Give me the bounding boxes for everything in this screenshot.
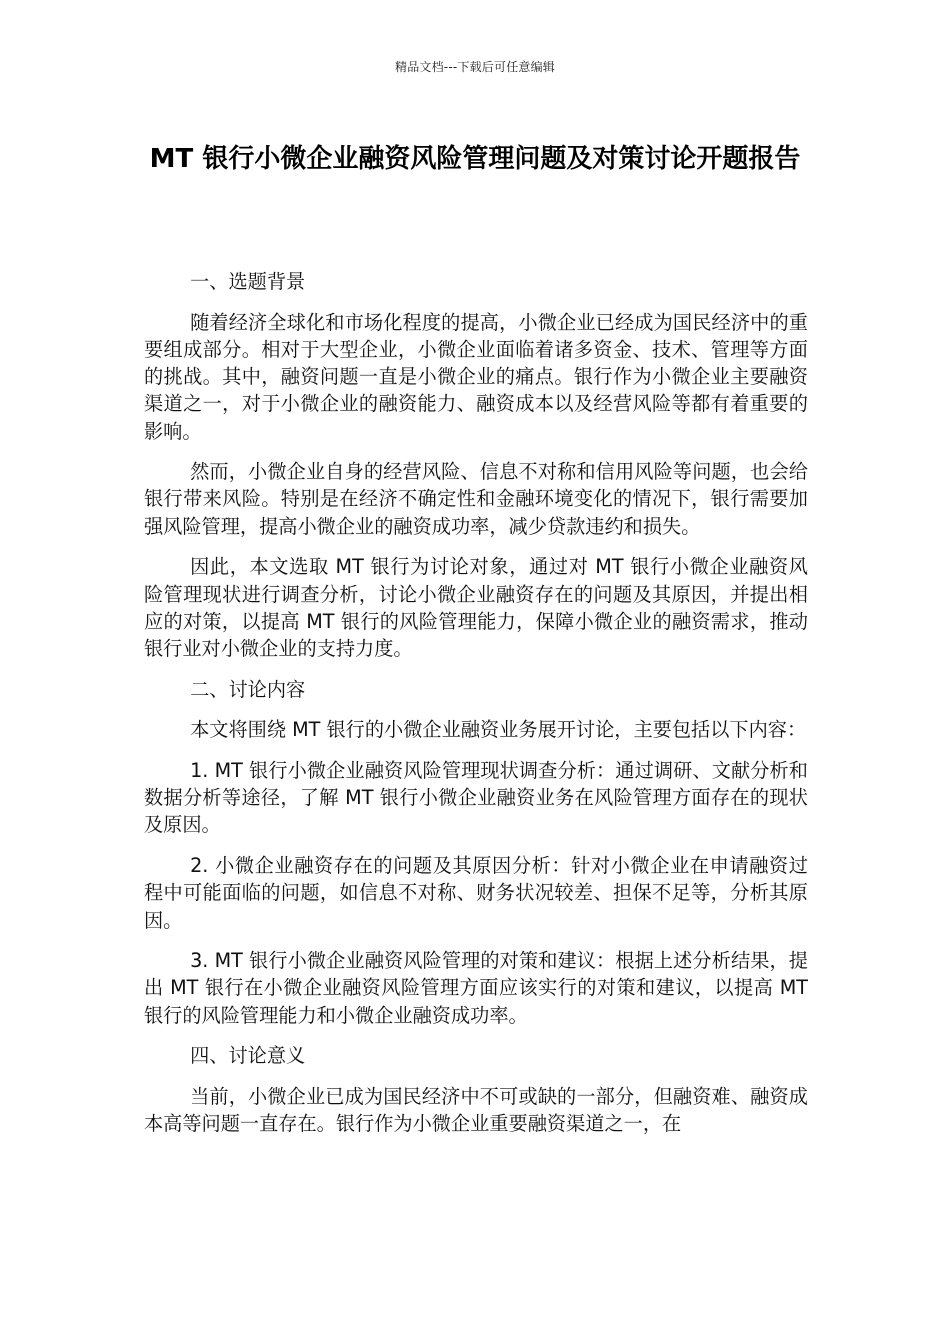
list-item-content-1: 1. MT 银行小微企业融资风险管理现状调查分析：通过调研、文献分析和数据分析等途径，了解 MT 银行小微企业融资业务在风险管理方面存在的现状及原因。	[144, 759, 808, 837]
list-item-content-2: 2. 小微企业融资存在的问题及其原因分析：针对小微企业在申请融资过程中可能面临的问题，如信息不对称、财务状况较差、担保不足等，分析其原因。	[144, 854, 808, 932]
paragraph-content-intro: 本文将围绕 MT 银行的小微企业融资业务展开讨论，主要包括以下内容：	[190, 718, 807, 742]
paragraph-background-1: 随着经济全球化和市场化程度的提高，小微企业已经成为国民经济中的重要组成部分。相对于大型企业，小微企业面临着诸多资金、技术、管理等方面的挑战。其中，融资问题一直是小微企业的痛点。银行作为小微企业主要融资渠道之一，对于小微企业的融资能力、融资成本以及经营风险等都有着重要的影响。	[144, 310, 808, 443]
section-heading-significance: 四、讨论意义	[190, 1044, 306, 1068]
document-title: MT 银行小微企业融资风险管理问题及对策讨论开题报告	[149, 144, 801, 174]
paragraph-background-3: 因此，本文选取 MT 银行为讨论对象，通过对 MT 银行小微企业融资风险管理现状进行调查分析，讨论小微企业融资存在的问题及其原因，并提出相应的对策，以提高 MT 银行的风险管理能力，保障小微企业的融资需求，推动银行业对小微企业的支持力度。	[144, 555, 808, 660]
paragraph-significance-1: 当前，小微企业已成为国民经济中不可或缺的一部分，但融资难、融资成本高等问题一直存在。银行作为小微企业重要融资渠道之一，在	[144, 1085, 808, 1136]
section-heading-content: 二、讨论内容	[190, 677, 306, 701]
header-note: 精品文档---下载后可任意编辑	[395, 60, 555, 74]
document-body	[144, 268, 808, 1151]
list-item-content-3: 3. MT 银行小微企业融资风险管理的对策和建议：根据上述分析结果，提出 MT 银行在小微企业融资风险管理方面应该实行的对策和建议，以提高 MT 银行的风险管理能力和小微企业融资成功率。	[144, 949, 808, 1027]
paragraph-background-2: 然而，小微企业自身的经营风险、信息不对称和信用风险等问题，也会给银行带来风险。特别是在经济不确定性和金融环境变化的情况下，银行需要加强风险管理，提高小微企业的融资成功率，减少贷款违约和损失。	[144, 460, 808, 538]
section-heading-background: 一、选题背景	[190, 270, 306, 293]
